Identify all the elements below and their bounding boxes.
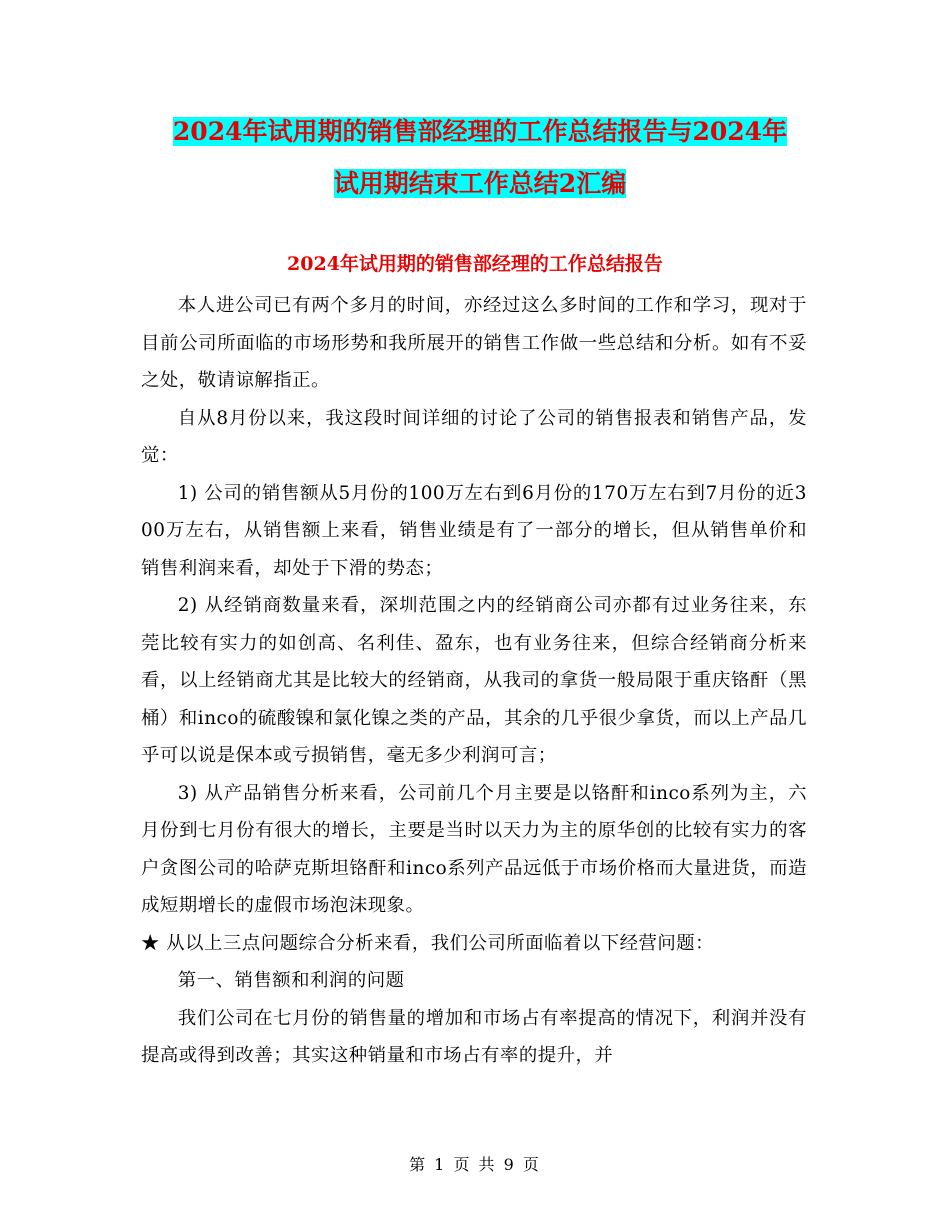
paragraph: 3) 从产品销售分析来看，公司前几个月主要是以铬酐和inco系列为主，六月份到七月份有很大的增长，主要是当时以天力为主的原华创的比较有实力的客户贪图公司的哈萨克斯坦铬酐和inco系列产品远低于市场价格而大量进货，而造成短期增长的虚假市场泡沫现象。: [141, 782, 807, 916]
paragraph: 本人进公司已有两个多月的时间，亦经过这么多时间的工作和学习，现对于目前公司所面临的市场形势和我所展开的销售工作做一些总结和分析。如有不妥之处，敬请谅解指正。: [141, 295, 807, 391]
paragraph: 2) 从经销商数量来看，深圳范围之内的经销商公司亦都有过业务往来，东莞比较有实力的如创高、名利佳、盈东，也有业务往来，但综合经销商分析来看，以上经销商尤其是比较大的经销商，从我司的拿货一般局限于重庆铬酐（黑桶）和inco的硫酸镍和氯化镍之类的产品，其余的几乎很少拿货，而以上产品几乎可以说是保本或亏损销售，毫无多少利润可言；: [141, 595, 807, 766]
page-footer: 第 1 页 共 9 页: [409, 1155, 541, 1174]
body-text: [141, 287, 807, 1075]
title-line-2: 试用期结束工作总结2汇编: [333, 169, 627, 198]
section-title: 2024年试用期的销售部经理的工作总结报告: [287, 253, 663, 275]
paragraph: 我们公司在七月份的销售量的增加和市场占有率提高的情况下，利润并没有提高或得到改善；其实这种销量和市场占有率的提升，并: [141, 1007, 807, 1066]
paragraph: 自从8月份以来，我这段时间详细的讨论了公司的销售报表和销售产品，发觉：: [141, 407, 807, 466]
paragraph: 1) 公司的销售额从5月份的100万左右到6月份的170万左右到7月份的近300万左右，从销售额上来看，销售业绩是有了一部分的增长，但从销售单价和销售利润来看，却处于下滑的势态；: [141, 482, 807, 579]
document-title: [140, 106, 820, 210]
subheading: 第一、销售额和利润的问题: [177, 970, 405, 991]
star-paragraph: ★ 从以上三点问题综合分析来看，我们公司所面临着以下经营问题：: [141, 932, 715, 954]
title-line-1: 2024年试用期的销售部经理的工作总结报告与2024年: [172, 117, 788, 146]
